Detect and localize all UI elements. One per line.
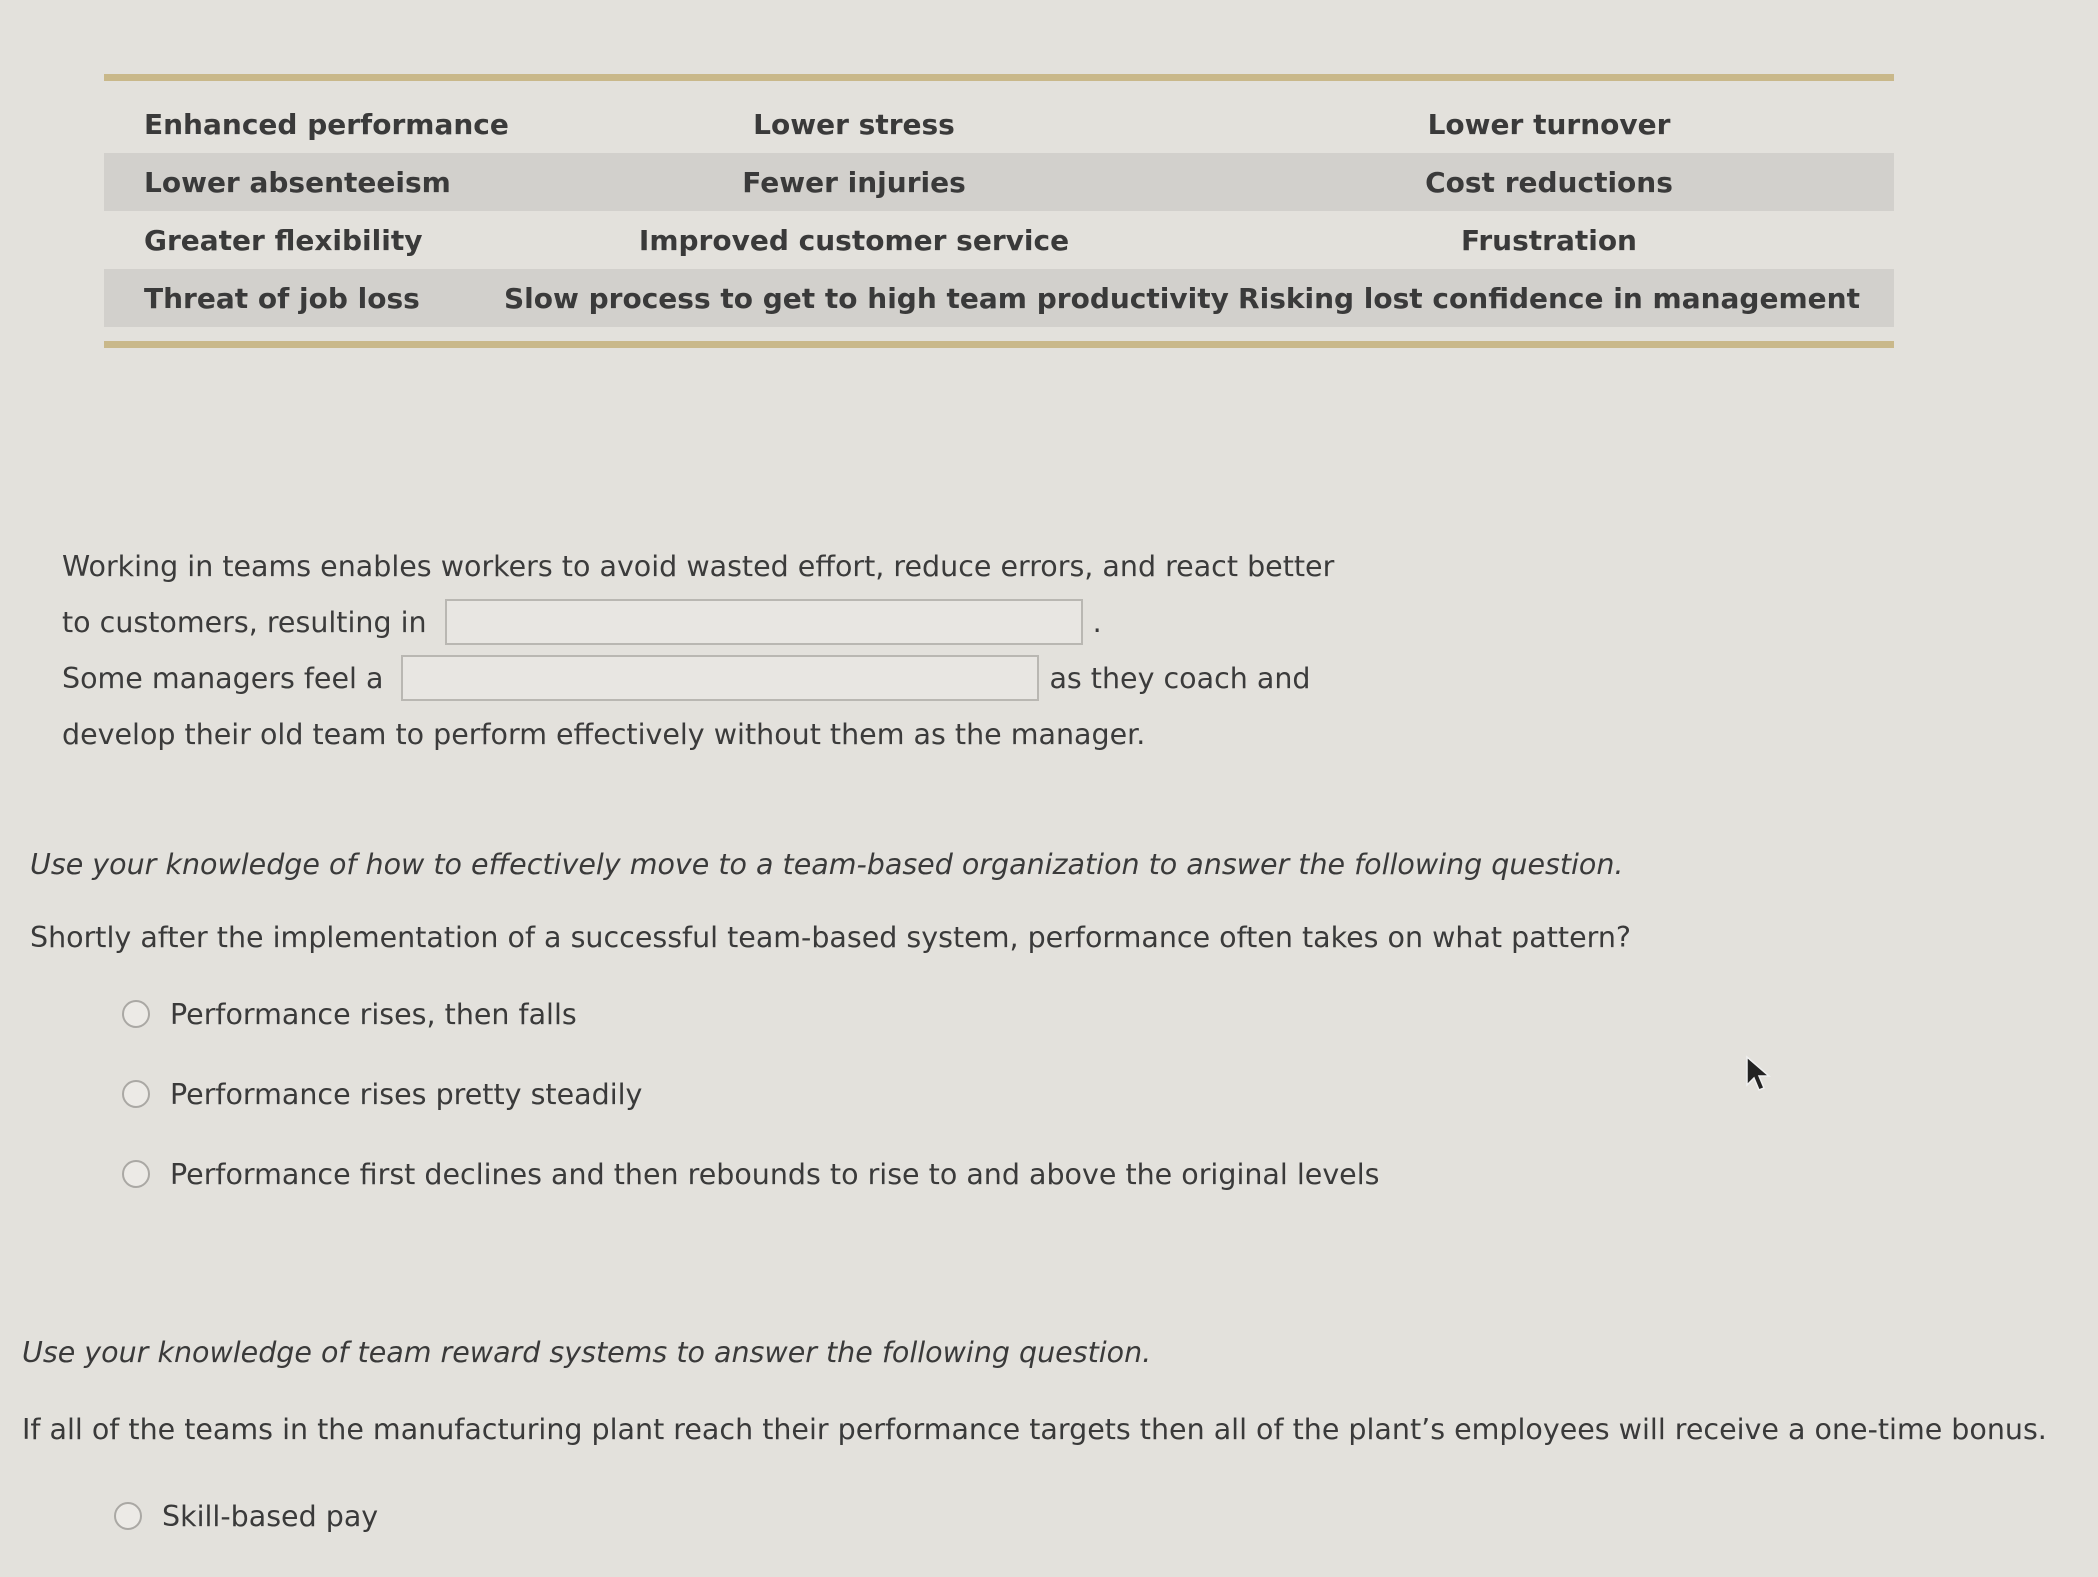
fill-in-text: develop their old team to perform effectively without them as the manager.: [62, 717, 1146, 751]
option-label: Performance rises, then falls: [170, 997, 577, 1031]
word-bank-item[interactable]: Lower stress: [753, 107, 955, 141]
question-2: [22, 1336, 2047, 1542]
answer-option[interactable]: [114, 1490, 2047, 1542]
word-bank-item[interactable]: Cost reductions: [1425, 165, 1673, 199]
word-bank-item[interactable]: Lower absenteeism: [144, 165, 451, 199]
option-label: Skill-based pay: [162, 1499, 379, 1533]
mouse-pointer-icon: [1745, 1055, 1773, 1095]
word-bank-row: [104, 95, 1894, 153]
question-text: Shortly after the implementation of a successful team-based system, performance often takes on what pattern?: [30, 921, 1632, 954]
fill-in-line: [62, 650, 1334, 706]
fill-in-text: .: [1092, 605, 1102, 639]
word-bank-item[interactable]: Frustration: [1461, 223, 1637, 257]
word-bank-item[interactable]: Lower turnover: [1427, 107, 1671, 141]
word-bank-row: [104, 153, 1894, 211]
answer-option[interactable]: [122, 1148, 1631, 1200]
word-bank: [104, 74, 1894, 348]
fill-in-text: Working in teams enables workers to avoid wasted effort, reduce errors, and react better: [62, 549, 1335, 583]
answer-options: [114, 1490, 2047, 1542]
fill-in-text: as they coach and: [1049, 661, 1311, 695]
question-text: If all of the teams in the manufacturing plant reach their performance targets then all of the plant’s employees will receive a one-time bonus.: [22, 1413, 2047, 1446]
fill-in-line: [62, 706, 1334, 762]
option-label: Performance first declines and then rebounds to rise to and above the original levels: [170, 1157, 1380, 1191]
fill-in-text: Some managers feel a: [62, 661, 384, 695]
radio-button[interactable]: [122, 1160, 150, 1188]
word-bank-item[interactable]: Slow process to get to high team productivity: [504, 281, 1229, 315]
answer-option[interactable]: [122, 988, 1631, 1040]
radio-button[interactable]: [122, 1000, 150, 1028]
fill-in-line: [62, 594, 1334, 650]
radio-button[interactable]: [122, 1080, 150, 1108]
option-label: Performance rises pretty steadily: [170, 1077, 643, 1111]
radio-button[interactable]: [114, 1502, 142, 1530]
answer-blank-1[interactable]: [445, 599, 1083, 645]
question-prompt: Use your knowledge of how to effectively move to a team-based organization to answer the following question.: [30, 848, 1624, 881]
question-1: [30, 848, 1631, 1200]
fill-in-block: [62, 538, 1334, 762]
answer-blank-2[interactable]: [401, 655, 1039, 701]
word-bank-item[interactable]: Risking lost confidence in management: [1238, 281, 1860, 315]
answer-option[interactable]: [122, 1068, 1631, 1120]
word-bank-item[interactable]: Threat of job loss: [144, 281, 420, 315]
word-bank-item[interactable]: Improved customer service: [638, 223, 1070, 257]
answer-options: [122, 988, 1631, 1200]
word-bank-item[interactable]: Greater flexibility: [144, 223, 423, 257]
fill-in-line: [62, 538, 1334, 594]
question-prompt: Use your knowledge of team reward systems to answer the following question.: [22, 1336, 1152, 1369]
fill-in-text: to customers, resulting in: [62, 605, 427, 639]
word-bank-item[interactable]: Enhanced performance: [144, 107, 509, 141]
word-bank-row: [104, 211, 1894, 269]
word-bank-item[interactable]: Fewer injuries: [742, 165, 966, 199]
word-bank-row: [104, 269, 1894, 327]
